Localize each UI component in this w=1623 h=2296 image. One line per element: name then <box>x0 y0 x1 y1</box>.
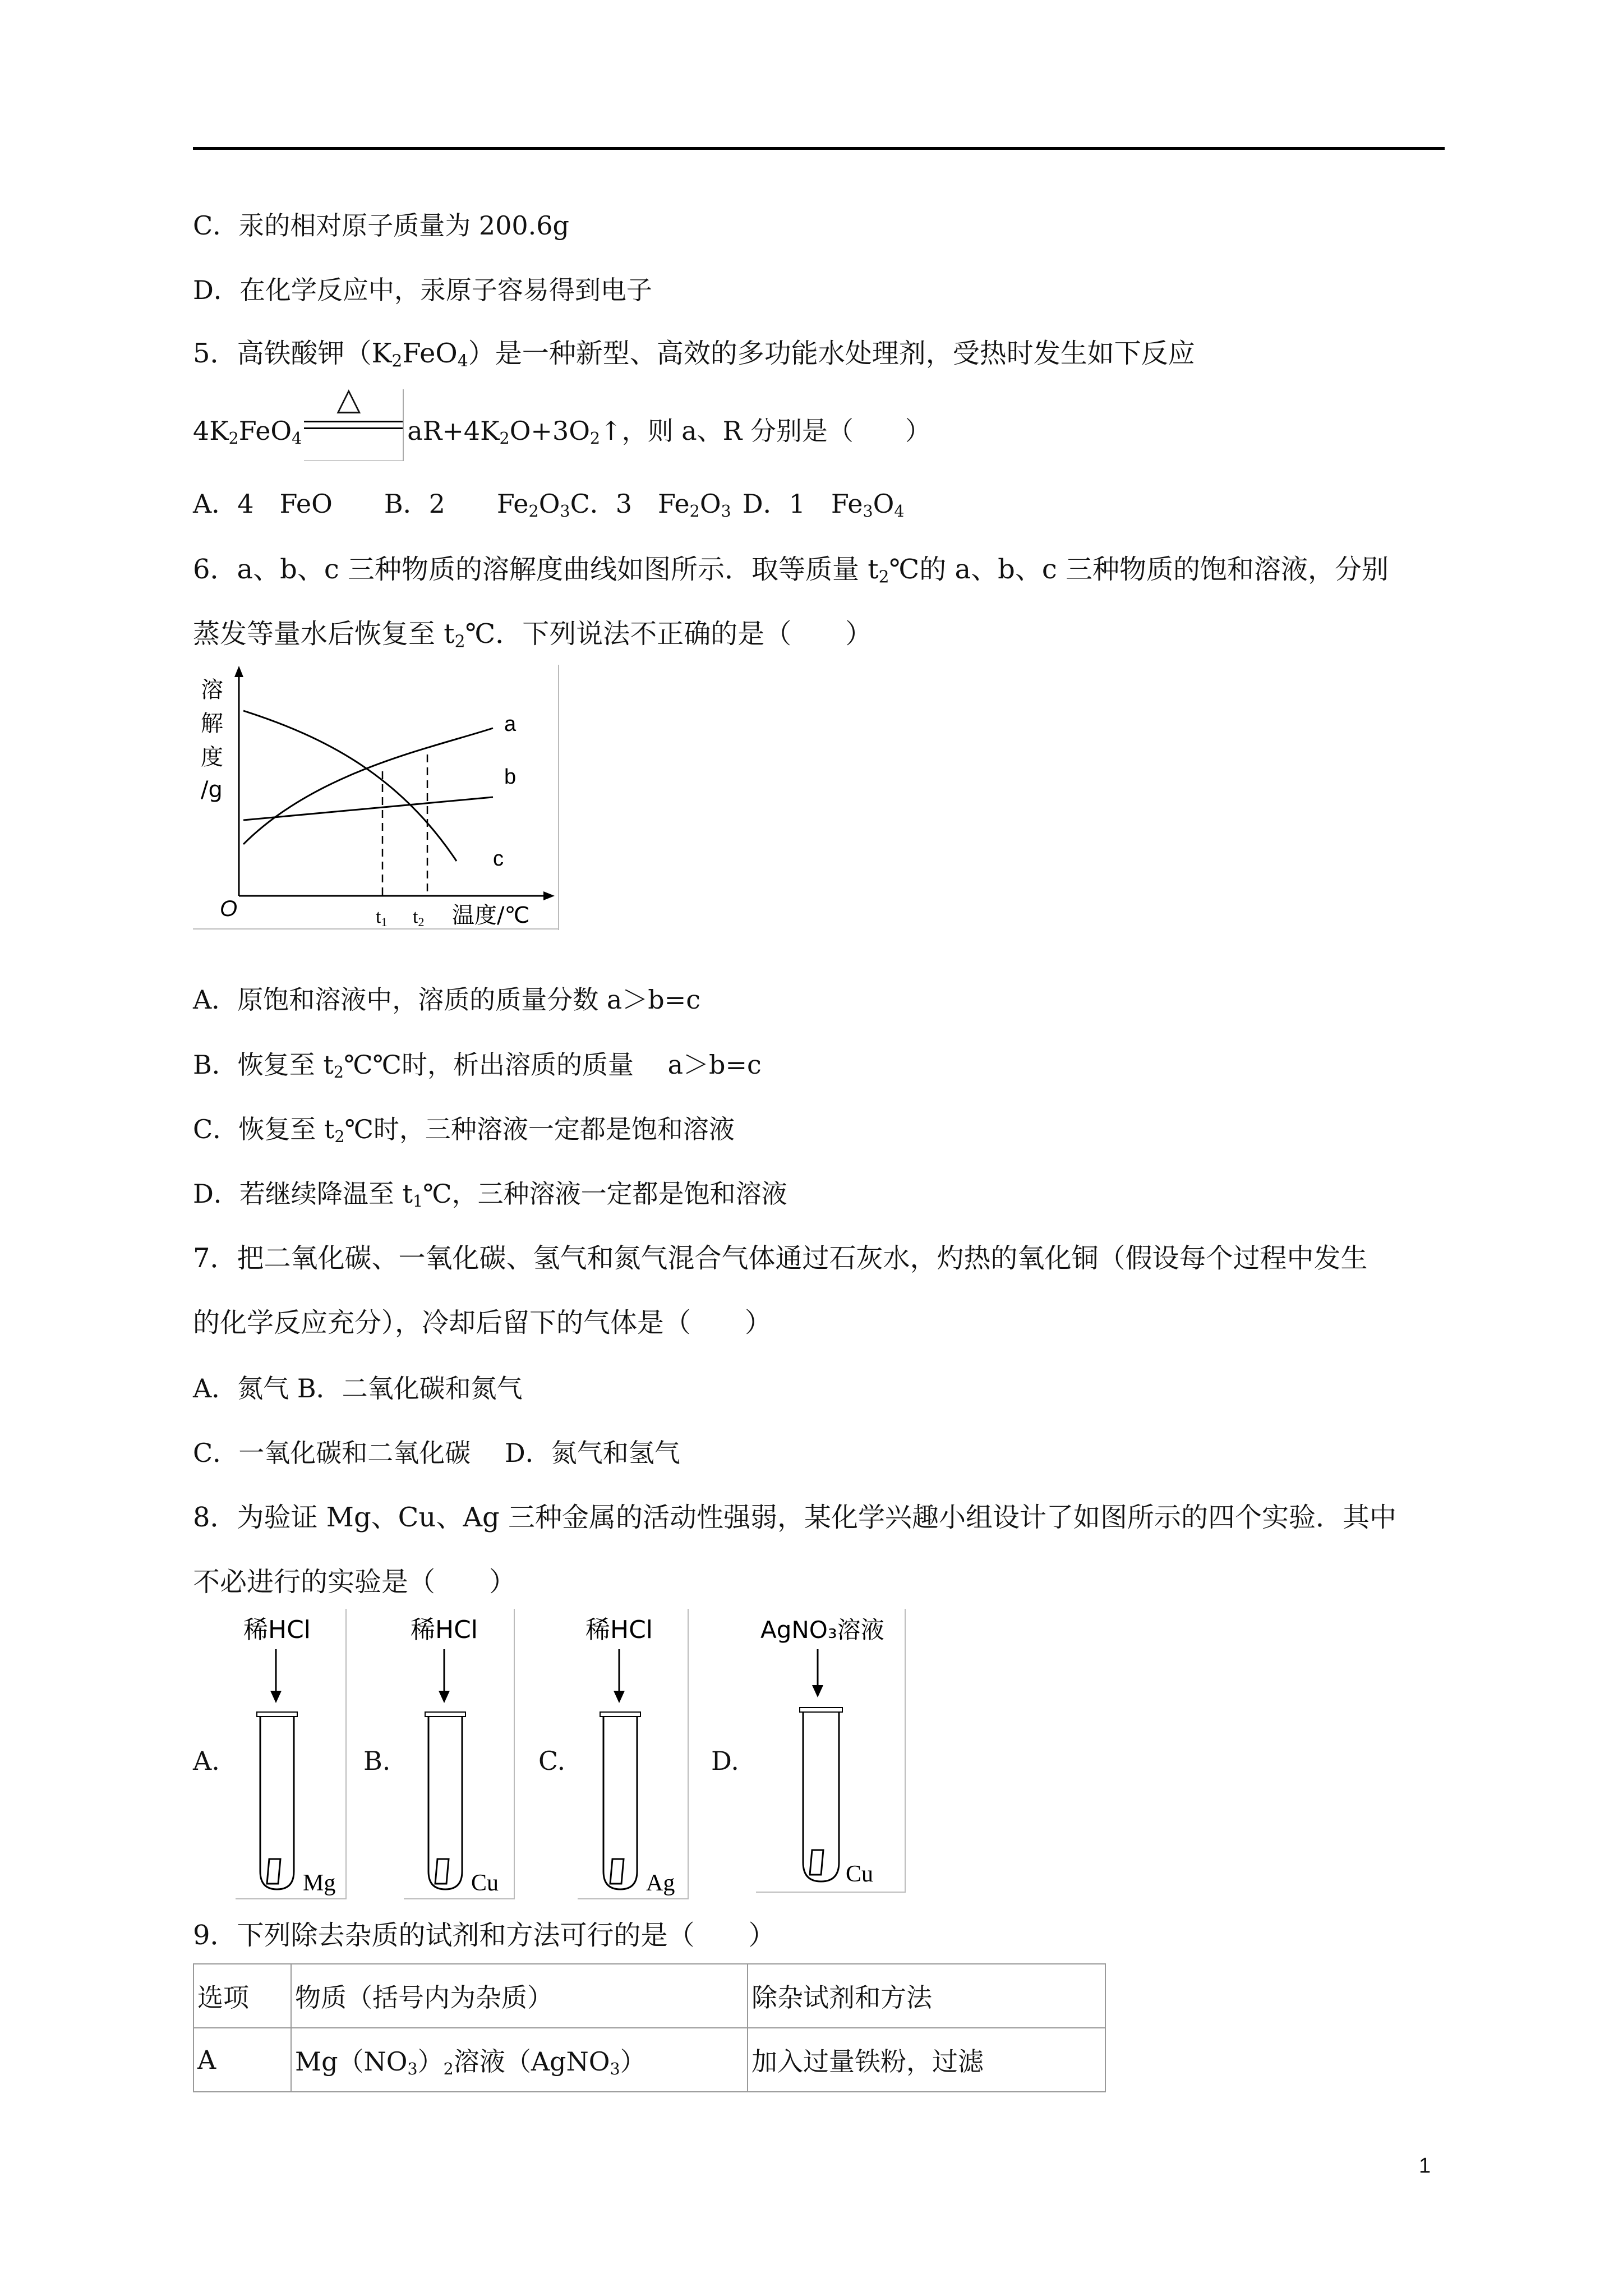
y-label-3: 度 <box>201 744 223 770</box>
q6-option-b: B．恢复至 $t_2℃℃$时，析出溶质的质量 a＞b=c <box>193 1050 762 1082</box>
question-5-options: A．4 FeO B．2 $Fe_2O_3C$．3 $Fe_2O_3$ D．1 $Fe_3O_4$ <box>193 489 905 521</box>
q6-option-d: D．若继续降温至 $t_1℃$，三种溶液一定都是饱和溶液 <box>193 1179 787 1211</box>
svg-text:稀HCl: 稀HCl <box>411 1616 478 1644</box>
q7-options-cd: C．一氧化碳和二氧化碳 D．氮气和氢气 <box>193 1438 680 1468</box>
impurity-table <box>193 1963 1106 2092</box>
curve-b-label: b <box>504 765 517 789</box>
table-header-cell: 选项 <box>193 1964 291 2028</box>
exp-a-option: A. <box>193 1746 220 1776</box>
q6-option-c: C．恢复至 $t_2℃$时，三种溶液一定都是饱和溶液 <box>193 1114 735 1147</box>
svg-text:Mg: Mg <box>303 1870 336 1896</box>
svg-text:稀HCl: 稀HCl <box>585 1616 653 1644</box>
reaction-condition-box: △ <box>304 416 405 450</box>
y-label-2: 解 <box>201 711 223 737</box>
table-row <box>193 2028 1105 2092</box>
table-header-row <box>193 1964 1105 2028</box>
question-9-stem: 9．下列除去杂质的试剂和方法可行的是（ ） <box>193 1920 776 1951</box>
q7-options-ab: A．氮气 B．二氧化碳和氮气 <box>193 1373 523 1404</box>
origin-label: O <box>220 896 238 921</box>
svg-text:Cu: Cu <box>846 1861 874 1887</box>
x-axis-label: 温度/℃ <box>452 903 530 928</box>
question-5-stem: 5．高铁酸钾$(K_2FeO_4)$是一种新型、高效的多功能水处理剂，受热时发生如下反应 <box>193 338 1195 371</box>
option-c-prev: C．汞的相对原子质量为 200.6g <box>193 210 569 241</box>
solubility-curve-figure <box>193 665 563 931</box>
exp-b-option: B. <box>363 1746 391 1776</box>
table-header-cell: 物质（括号内为杂质） <box>291 1964 748 2028</box>
table-cell: A <box>193 2028 291 2092</box>
svg-text:稀HCl: 稀HCl <box>243 1616 311 1644</box>
question-6-line1: 6．a、b、c 三种物质的溶解度曲线如图所示．取等质量 $t_2℃$的 a、b、c 三种物质的饱和溶液，分别 <box>193 554 1389 587</box>
question-8-line2: 不必进行的实验是（ ） <box>193 1566 517 1598</box>
svg-text:Ag: Ag <box>646 1870 675 1896</box>
experiment-d-figure <box>756 1609 907 1894</box>
header-rule <box>193 147 1445 150</box>
question-6-line2: 蒸发等量水后恢复至 $t_2℃$．下列说法不正确的是（ ） <box>193 618 873 652</box>
experiment-a-figure <box>236 1609 348 1901</box>
y-label-1: 溶 <box>201 677 223 703</box>
table-cell: 加入过量铁粉，过滤 <box>748 2028 1105 2092</box>
question-7-line1: 7．把二氧化碳、一氧化碳、氢气和氮气混合气体通过石灰水，灼热的氧化铜（假设每个过程中发生 <box>193 1243 1368 1274</box>
option-d-prev: D．在化学反应中，汞原子容易得到电子 <box>193 275 652 305</box>
svg-text:AgNO₃溶液: AgNO₃溶液 <box>760 1616 884 1644</box>
table-cell: $Mg(NO_3)_2$溶液（AgNO$_3$） <box>291 2028 748 2092</box>
question-8-line1: 8．为验证 Mg、Cu、Ag 三种金属的活动性强弱，某化学兴趣小组设计了如图所示的四个实验．其中 <box>193 1502 1396 1533</box>
exp-c-option: C. <box>538 1746 566 1776</box>
svg-text:Cu: Cu <box>471 1870 499 1896</box>
t1-label: t1 <box>376 907 388 929</box>
y-label-4: /g <box>201 777 223 803</box>
page-number: 1 <box>1419 2154 1431 2178</box>
curve-c-label: c <box>493 847 504 871</box>
question-7-line2: 的化学反应充分），冷却后留下的气体是（ ） <box>193 1307 772 1338</box>
curve-a-label: a <box>504 712 517 736</box>
t2-label: t2 <box>413 907 425 929</box>
experiment-b-figure <box>404 1609 516 1901</box>
experiment-c-figure <box>578 1609 690 1901</box>
table-header-cell: 除杂试剂和方法 <box>748 1964 1105 2028</box>
question-5-equation: $4K_2FeO_4$ △ $aR+4K_2O+3O_2↑$，则 a、R 分别是（ ） <box>193 414 931 455</box>
exp-d-option: D. <box>711 1746 739 1776</box>
q6-option-a: A．原饱和溶液中，溶质的质量分数 a＞b=c <box>193 984 701 1015</box>
